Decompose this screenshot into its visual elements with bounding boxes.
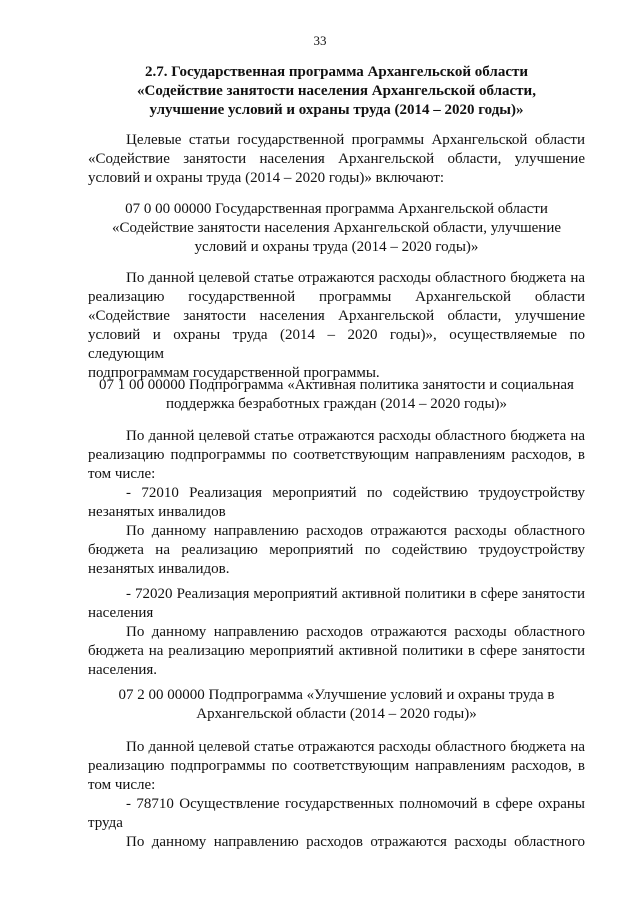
subprogram-1-title bbox=[88, 376, 585, 414]
text-line: «Содействие занятости населения Архангельской области, улучшение bbox=[88, 151, 585, 167]
section-heading bbox=[88, 63, 585, 120]
expense-item-72020 bbox=[88, 585, 585, 680]
text-line: По данному направлению расходов отражаются расходы областного bbox=[126, 523, 585, 539]
text-line: том числе: bbox=[88, 777, 156, 793]
text-line: - 72020 Реализация мероприятий активной политики в сфере занятости bbox=[126, 586, 585, 602]
text-line: По данной целевой статье отражаются расходы областного бюджета на bbox=[126, 428, 585, 444]
text-line: - 78710 Осуществление государственных полномочий в сфере охраны bbox=[126, 796, 585, 812]
text-line: «Содействие занятости населения Архангельской области, улучшение bbox=[111, 220, 562, 236]
heading-line: «Содействие занятости населения Архангельской области, bbox=[137, 83, 536, 99]
text-line: 07 1 00 00000 Подпрограмма «Активная политика занятости и социальная bbox=[99, 377, 574, 393]
subprogram-2-description bbox=[88, 738, 585, 795]
text-line: подпрограммам государственной программы. bbox=[88, 365, 380, 381]
page-number: 33 bbox=[313, 33, 327, 48]
text-line: По данному направлению расходов отражаются расходы областного bbox=[126, 834, 585, 850]
text-line: реализацию подпрограммы по соответствующим направлениям расходов, в bbox=[88, 758, 585, 774]
text-line: бюджета на реализацию мероприятий активной политики в сфере занятости bbox=[88, 643, 585, 659]
text-line: 07 2 00 00000 Подпрограмма «Улучшение условий и охраны труда в bbox=[118, 687, 555, 703]
text-line: том числе: bbox=[88, 466, 156, 482]
program-description bbox=[88, 269, 585, 383]
subprogram-2-title bbox=[88, 686, 585, 724]
text-line: условий и охраны труда (2014 – 2020 годы)», осуществляемые по следующим bbox=[88, 327, 585, 362]
text-line: незанятых инвалидов bbox=[88, 504, 226, 520]
text-line: условий и охраны труда (2014 – 2020 годы)» включают: bbox=[88, 170, 445, 186]
text-line: Архангельской области (2014 – 2020 годы)» bbox=[196, 706, 477, 722]
text-line: поддержка безработных граждан (2014 – 2020 годы)» bbox=[165, 396, 508, 412]
text-line: условий и охраны труда (2014 – 2020 годы)» bbox=[194, 239, 479, 255]
heading-line: 2.7. Государственная программа Архангельской области bbox=[144, 64, 529, 80]
text-line: населения bbox=[88, 605, 154, 621]
expense-item-72010 bbox=[88, 484, 585, 579]
text-line: труда bbox=[88, 815, 123, 831]
text-line: населения. bbox=[88, 662, 158, 678]
text-line: По данной целевой статье отражаются расходы областного бюджета на bbox=[126, 739, 585, 755]
text-line: «Содействие занятости населения Архангельской области, улучшение bbox=[88, 308, 585, 324]
text-line: - 72010 Реализация мероприятий по содействию трудоустройству bbox=[126, 485, 585, 501]
heading-line: улучшение условий и охраны труда (2014 – 2020 годы)» bbox=[149, 102, 524, 118]
text-line: 07 0 00 00000 Государственная программа Архангельской области bbox=[125, 201, 548, 217]
text-line: реализацию государственной программы Архангельской области bbox=[88, 289, 585, 305]
text-line: бюджета на реализацию мероприятий по содействию трудоустройству bbox=[88, 542, 585, 558]
subprogram-1-description bbox=[88, 427, 585, 484]
text-line: По данному направлению расходов отражаются расходы областного bbox=[126, 624, 585, 640]
text-line: реализацию подпрограммы по соответствующим направлениям расходов, в bbox=[88, 447, 585, 463]
program-code-block bbox=[88, 200, 585, 257]
text-line: Целевые статьи государственной программы Архангельской области bbox=[126, 132, 585, 148]
intro-paragraph bbox=[88, 131, 585, 188]
text-line: незанятых инвалидов. bbox=[88, 561, 230, 577]
text-line: По данной целевой статье отражаются расходы областного бюджета на bbox=[126, 270, 585, 286]
expense-item-78710 bbox=[88, 795, 585, 852]
